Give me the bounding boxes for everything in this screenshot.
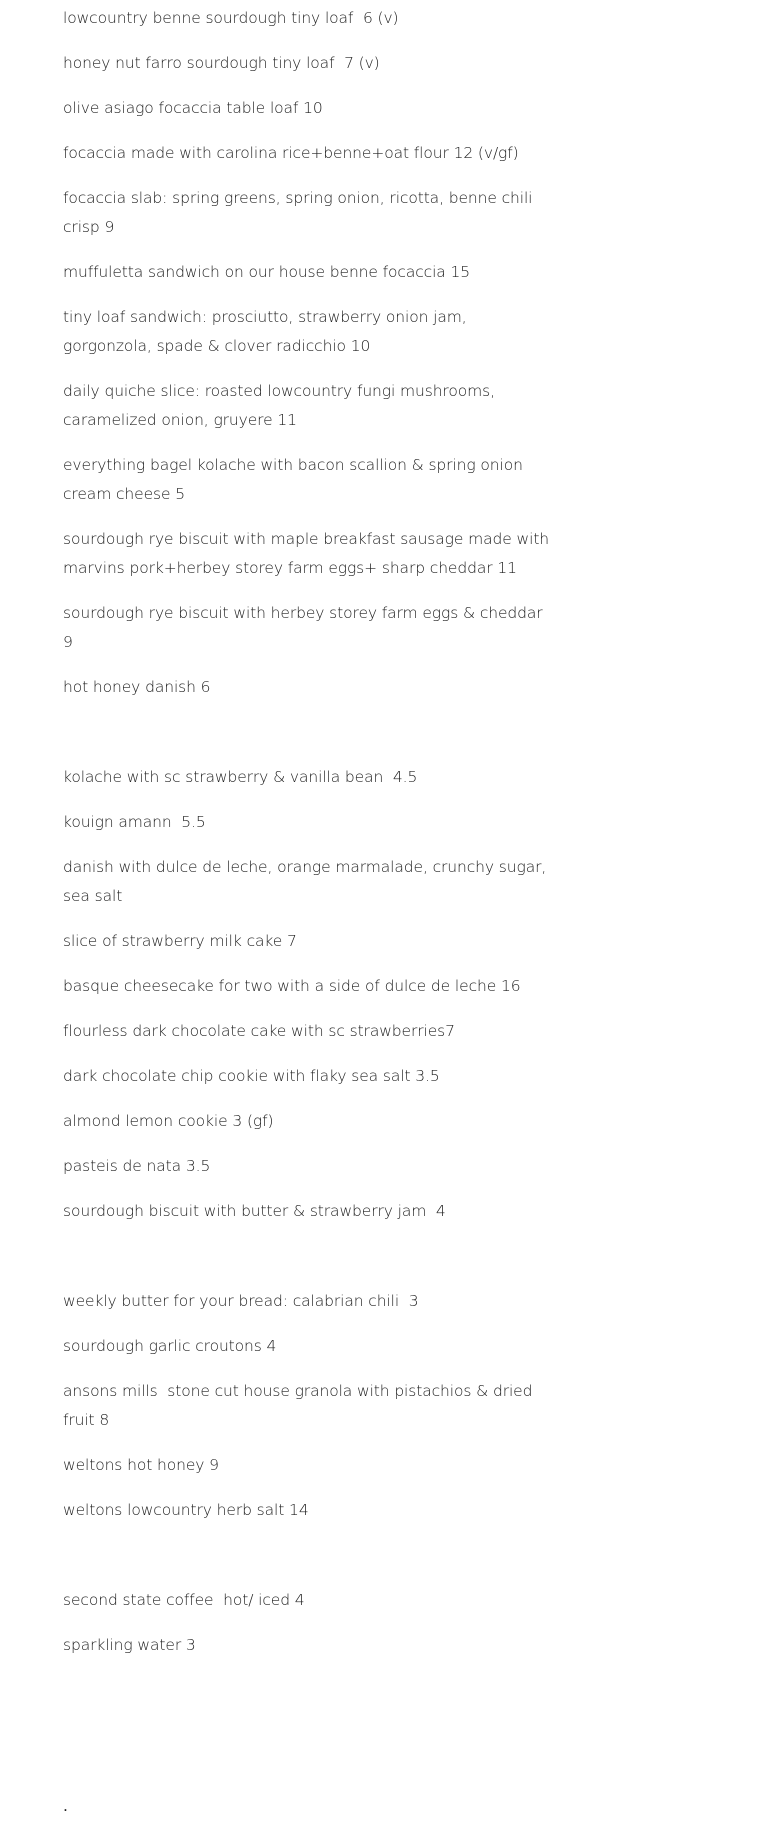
menu-item: sourdough rye biscuit with maple breakfast sausage made with marvins pork+herbey storey farm eggs+ sharp cheddar 11 [63, 530, 554, 577]
trailing-mark: . [63, 1797, 68, 1815]
menu-item: pasteis de nata 3.5 [63, 1157, 211, 1175]
menu-item: tiny loaf sandwich: prosciutto, strawberry onion jam, gorgonzola, spade & clover radicchio 10 [63, 308, 472, 355]
menu-item: slice of strawberry milk cake 7 [63, 932, 297, 950]
menu-item: hot honey danish 6 [63, 678, 211, 696]
menu-item: ansons mills stone cut house granola with pistachios & dried fruit 8 [63, 1382, 538, 1429]
menu-item: honey nut farro sourdough tiny loaf 7 (v) [63, 54, 380, 72]
menu-section-drinks [63, 1586, 553, 1660]
menu-section-savory [63, 4, 553, 702]
menu-item: second state coffee hot/ iced 4 [63, 1591, 305, 1609]
menu-item: sourdough biscuit with butter & strawberry jam 4 [63, 1202, 446, 1220]
menu-item: flourless dark chocolate cake with sc strawberries7 [63, 1022, 455, 1040]
menu-item: kouign amann 5.5 [63, 813, 206, 831]
menu-item: everything bagel kolache with bacon scallion & spring onion cream cheese 5 [63, 456, 528, 503]
section-spacer [63, 1541, 553, 1586]
menu-item: almond lemon cookie 3 (gf) [63, 1112, 274, 1130]
menu-item: sparkling water 3 [63, 1636, 196, 1654]
menu-item: sourdough garlic croutons 4 [63, 1337, 277, 1355]
menu-item: olive asiago focaccia table loaf 10 [63, 99, 323, 117]
menu-item: lowcountry benne sourdough tiny loaf 6 (v) [63, 9, 399, 27]
menu-section-pantry [63, 1287, 553, 1525]
menu-item: danish with dulce de leche, orange marmalade, crunchy sugar, sea salt [63, 858, 552, 905]
menu-list [63, 4, 553, 1821]
menu-section-sweets [63, 763, 553, 1226]
menu-item: focaccia made with carolina rice+benne+oat flour 12 (v/gf) [63, 144, 519, 162]
menu-item: basque cheesecake for two with a side of dulce de leche 16 [63, 977, 521, 995]
menu-item: weltons hot honey 9 [63, 1456, 219, 1474]
menu-item: sourdough rye biscuit with herbey storey farm eggs & cheddar 9 [63, 604, 548, 651]
menu-item: dark chocolate chip cookie with flaky sea salt 3.5 [63, 1067, 440, 1085]
section-spacer [63, 718, 553, 763]
section-spacer [63, 1676, 553, 1792]
menu-item: weekly butter for your bread: calabrian chili 3 [63, 1292, 419, 1310]
menu-item: daily quiche slice: roasted lowcountry fungi mushrooms, caramelized onion, gruyere 11 [63, 382, 500, 429]
menu-item: kolache with sc strawberry & vanilla bean 4.5 [63, 768, 418, 786]
menu-item: muffuletta sandwich on our house benne focaccia 15 [63, 263, 471, 281]
section-spacer [63, 1242, 553, 1287]
menu-item: focaccia slab: spring greens, spring onion, ricotta, benne chili crisp 9 [63, 189, 538, 236]
menu-item: weltons lowcountry herb salt 14 [63, 1501, 309, 1519]
